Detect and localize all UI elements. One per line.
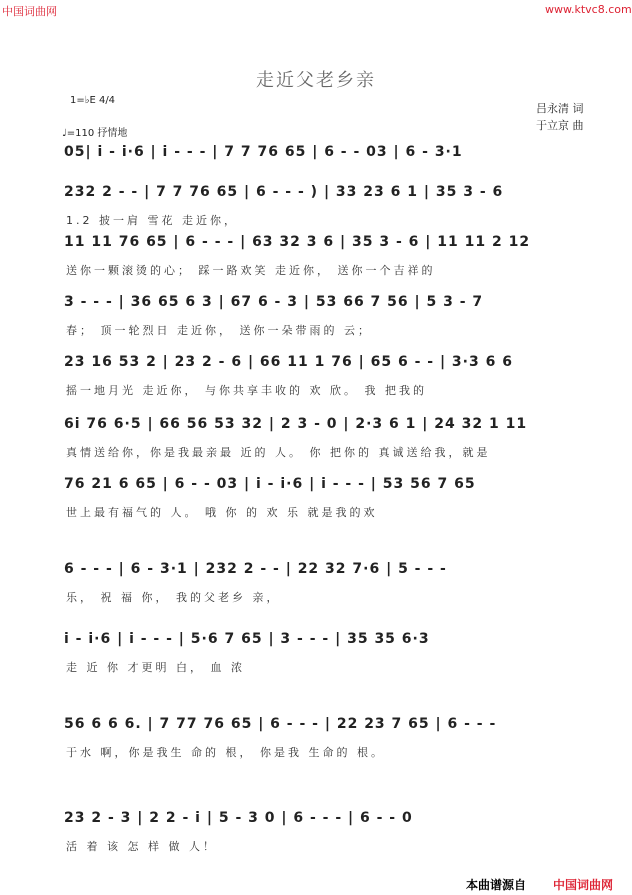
composer-credit: 于立京 曲 [536,119,584,132]
song-title: 走近父老乡亲 [256,70,376,91]
notation-row: 6 - - - | 6 - 3·1 | 232 2 - - | 22 32 7·6 | 5 - - - [64,561,447,577]
site-watermark-left: 中国词曲网 [2,5,57,18]
lyric-line: 春； 顶一轮烈日 走近你， 送你一朵带雨的 云； [66,324,372,337]
lyric-line: 走 近 你 才更明 白， 血 浓 [66,661,245,674]
lyric-line: 乐， 祝 福 你， 我的父老乡 亲， [66,591,281,604]
notation-row: 11 11 76 65 | 6 - - - | 63 32 3 6 | 35 3 - 6 | 11 11 2 12 [64,234,531,250]
lyricist-credit: 吕永清 词 [536,102,584,115]
lyric-line: 1.2 披一肩 雪花 走近你， [66,214,238,227]
notation-row: 76 21 6 65 | 6 - - 03 | i - i·6 | i - - - | 53 56 7 65 [64,476,476,492]
notation-row: 232 2 - - | 7 7 76 65 | 6 - - - ) | 33 23 6 1 | 35 3 - 6 [64,184,504,200]
lyric-line: 世上最有福气的 人。 哦 你 的 欢 乐 就是我的欢 [66,506,378,519]
lyric-line: 送你一颗滚烫的心； 踩一路欢笑 走近你， 送你一个吉祥的 [66,264,436,277]
source-watermark: 本曲谱源自 [466,878,527,892]
tempo-marking: ♩=110 抒情地 [62,128,128,139]
notation-row: i - i·6 | i - - - | 5·6 7 65 | 3 - - - | 35 35 6·3 [64,631,430,647]
lyric-line: 于水 啊，你是我生 命的 根， 你是我 生命的 根。 [66,746,385,759]
notation-row: 6i 76 6·5 | 66 56 53 32 | 2 3 - 0 | 2·3 6 1 | 24 32 1 11 [64,416,528,432]
lyric-line: 活 着 该 怎 样 做 人！ [66,840,217,853]
site-watermark-right: www.ktvc8.com [545,3,632,16]
notation-row: 23 16 53 2 | 23 2 - 6 | 66 11 1 76 | 65 6 - - | 3·3 6 6 [64,354,513,370]
lyric-line: 摇一地月光 走近你， 与你共享丰收的 欢 欣。 我 把我的 [66,384,427,397]
source-site-watermark: 中国词曲网 [553,878,614,892]
notation-row: 56 6 6 6. | 7 77 76 65 | 6 - - - | 22 23 7 65 | 6 - - - [64,716,497,732]
key-signature: 1=♭E 4/4 [70,95,116,106]
notation-row: 23 2 - 3 | 2 2 - i | 5 - 3 0 | 6 - - - | 6 - - 0 [64,810,413,826]
lyric-line: 真情送给你，你是我最亲最 近的 人。 你 把你的 真诚送给我，就是 [66,446,491,459]
notation-row: 05| i - i·6 | i - - - | 7 7 76 65 | 6 - - 03 | 6 - 3·1 [64,144,463,160]
notation-row: 3 - - - | 36 65 6 3 | 67 6 - 3 | 53 66 7 56 | 5 3 - 7 [64,294,484,310]
